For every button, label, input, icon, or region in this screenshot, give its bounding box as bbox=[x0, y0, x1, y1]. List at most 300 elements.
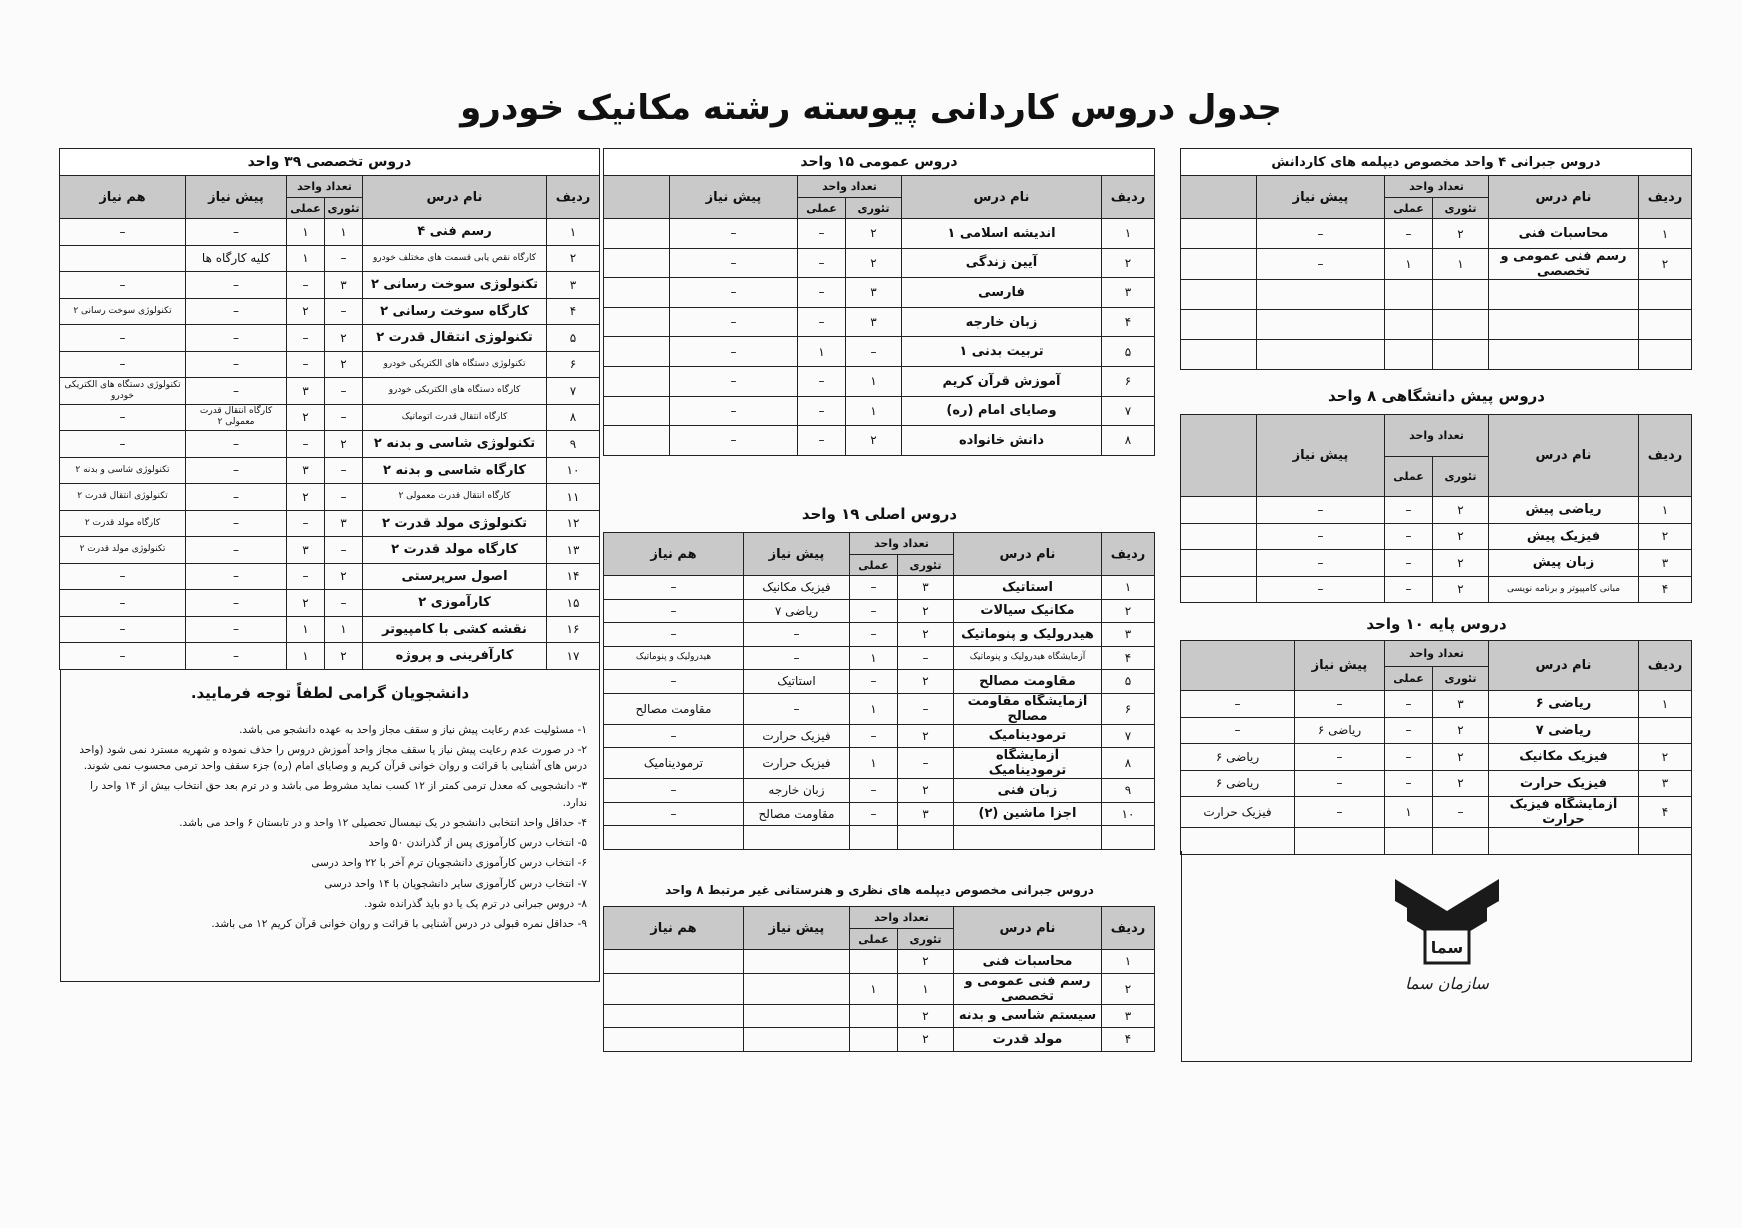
cell-prereq: – bbox=[186, 351, 287, 378]
cell-practical: – bbox=[798, 219, 846, 249]
empty-cell bbox=[1181, 340, 1257, 370]
course-name: ریاضی ۷ bbox=[1489, 717, 1639, 744]
row-number: ۱ bbox=[1639, 219, 1692, 249]
header-course: نام درس bbox=[954, 533, 1102, 576]
cell-prereq: – bbox=[1294, 770, 1384, 797]
header-theory: تئوری bbox=[325, 198, 363, 219]
header-course: نام درس bbox=[1489, 415, 1639, 497]
table-row bbox=[59, 643, 599, 670]
note-item: ۸- دروس جبرانی در ترم یک یا دو باید گذرانده شود. bbox=[364, 897, 587, 910]
cell-practical: – bbox=[849, 779, 897, 803]
cell-prereq: – bbox=[670, 366, 798, 396]
cell-theory: ۳ bbox=[846, 278, 902, 308]
comp-kardanesh-section bbox=[1181, 148, 1692, 370]
empty-cell bbox=[1433, 280, 1489, 310]
cell-_blank bbox=[1180, 550, 1256, 577]
cell-theory: ۲ bbox=[898, 724, 954, 748]
table-row bbox=[59, 219, 599, 246]
cell-prereq: – bbox=[186, 484, 287, 511]
cell-practical: – bbox=[1384, 770, 1432, 797]
cell-_blank bbox=[1181, 219, 1257, 249]
cell-practical: – bbox=[1385, 219, 1433, 249]
header-row-no: ردیف bbox=[1639, 176, 1692, 219]
cell-coreq bbox=[59, 245, 185, 272]
cell-theory: ۲ bbox=[325, 325, 363, 352]
row-number: ۱ bbox=[1639, 497, 1692, 524]
empty-cell bbox=[1181, 280, 1257, 310]
cell-prereq: زبان خارجه bbox=[743, 779, 849, 803]
cell-prereq: فیزیک حرارت bbox=[743, 724, 849, 748]
cell-prereq bbox=[743, 1028, 849, 1052]
table-row bbox=[603, 426, 1154, 456]
cell-theory: ۲ bbox=[325, 563, 363, 590]
cell-prereq: – bbox=[1257, 219, 1385, 249]
cell-practical: – bbox=[287, 272, 325, 299]
row-number: ۱ bbox=[1639, 691, 1692, 718]
cell-coreq: – bbox=[59, 272, 185, 299]
cell-prereq: – bbox=[743, 623, 849, 647]
cell-prereq: استاتیک bbox=[743, 670, 849, 694]
cell-coreq: مقاومت مصالح bbox=[603, 693, 743, 724]
course-name: استاتیک bbox=[954, 576, 1102, 600]
cell-prereq: – bbox=[1257, 249, 1385, 280]
cell-coreq: کارگاه مولد قدرت ۲ bbox=[59, 510, 185, 537]
table-row bbox=[59, 563, 599, 590]
table-row bbox=[603, 693, 1154, 724]
course-name: اجزا ماشین (۲) bbox=[954, 802, 1102, 826]
basic-title: دروس پایه ۱۰ واحد bbox=[1366, 615, 1507, 633]
header-blank bbox=[603, 176, 669, 219]
course-name: ترمودینامیک bbox=[954, 724, 1102, 748]
cell-theory: – bbox=[325, 298, 363, 325]
header-course: نام درس bbox=[1489, 641, 1639, 691]
empty-cell bbox=[603, 826, 743, 850]
core-section bbox=[604, 502, 1155, 850]
table-row bbox=[1181, 249, 1692, 280]
cell-theory: ۲ bbox=[898, 599, 954, 623]
cell-prereq: – bbox=[1294, 744, 1384, 771]
cell-coreq: – bbox=[603, 724, 743, 748]
row-number: ۱۰ bbox=[547, 457, 600, 484]
cell-practical: ۱ bbox=[287, 219, 325, 246]
empty-row bbox=[603, 826, 1154, 850]
general-section bbox=[604, 148, 1155, 456]
course-name: کارآموزی ۲ bbox=[363, 590, 547, 617]
cell-coreq: – bbox=[59, 325, 185, 352]
header-practical: عملی bbox=[1384, 457, 1432, 497]
cell-theory: ۳ bbox=[846, 307, 902, 337]
empty-cell bbox=[954, 826, 1102, 850]
pre-university-section bbox=[1181, 384, 1692, 603]
table-row bbox=[59, 351, 599, 378]
empty-row bbox=[1181, 340, 1692, 370]
row-number: ۱ bbox=[1102, 219, 1155, 249]
cell-practical: – bbox=[1384, 550, 1432, 577]
table-row bbox=[603, 1004, 1154, 1028]
basic-table bbox=[1180, 640, 1692, 855]
row-number: ۴ bbox=[1102, 1028, 1155, 1052]
course-name: مولد قدرت bbox=[954, 1028, 1102, 1052]
cell-theory: – bbox=[325, 378, 363, 405]
cell-practical bbox=[849, 1028, 897, 1052]
cell-prereq: – bbox=[1256, 497, 1384, 524]
row-number: ۴ bbox=[547, 298, 600, 325]
header-units: تعداد واحد bbox=[1384, 641, 1488, 667]
cell-theory: ۳ bbox=[898, 802, 954, 826]
cell-prereq: – bbox=[186, 219, 287, 246]
cell-theory: – bbox=[1433, 797, 1489, 828]
cell-practical: ۱ bbox=[287, 643, 325, 670]
cell-prereq: ریاضی ۷ bbox=[743, 599, 849, 623]
cell-coreq: – bbox=[603, 779, 743, 803]
course-name: زبان خارجه bbox=[902, 307, 1102, 337]
header-course: نام درس bbox=[363, 176, 547, 219]
header-theory: تئوری bbox=[898, 555, 954, 576]
table-row bbox=[603, 646, 1154, 670]
course-name: تکنولوژی سوخت رسانی ۲ bbox=[363, 272, 547, 299]
cell-_blank bbox=[1180, 576, 1256, 603]
cell-theory: – bbox=[325, 245, 363, 272]
cell-practical: – bbox=[798, 426, 846, 456]
empty-cell bbox=[1257, 310, 1385, 340]
table-row bbox=[603, 973, 1154, 1004]
cell-_blank bbox=[603, 307, 669, 337]
row-number: ۶ bbox=[547, 351, 600, 378]
row-number: ۸ bbox=[1102, 748, 1155, 779]
cell-practical: – bbox=[849, 576, 897, 600]
cell-practical: – bbox=[1384, 497, 1432, 524]
empty-cell bbox=[1489, 340, 1639, 370]
cell-theory: ۲ bbox=[1433, 744, 1489, 771]
cell-theory: ۲ bbox=[325, 351, 363, 378]
row-number: ۴ bbox=[1102, 646, 1155, 670]
cell-_blank bbox=[1181, 249, 1257, 280]
cell-prereq: ریاضی ۶ bbox=[1294, 717, 1384, 744]
cell-coreq: – bbox=[59, 404, 185, 431]
cell-theory: ۲ bbox=[1433, 770, 1489, 797]
cell-prereq: – bbox=[670, 219, 798, 249]
row-number: ۱۳ bbox=[547, 537, 600, 564]
cell-coreq: تکنولوژی انتقال قدرت ۲ bbox=[59, 484, 185, 511]
cell-practical: – bbox=[798, 396, 846, 426]
comp-kardanesh-title: دروس جبرانی ۴ واحد مخصوص دیپلمه های کاردانش bbox=[1181, 149, 1692, 176]
cell-practical: ۱ bbox=[849, 693, 897, 724]
empty-cell bbox=[1433, 340, 1489, 370]
header-practical: عملی bbox=[1385, 198, 1433, 219]
cell-theory: – bbox=[325, 484, 363, 511]
course-name: تکنولوژی دستگاه های الکتریکی خودرو bbox=[363, 351, 547, 378]
cell-practical: – bbox=[849, 802, 897, 826]
cell-practical: – bbox=[849, 724, 897, 748]
empty-cell bbox=[1639, 280, 1692, 310]
cell-coreq: تکنولوژی دستگاه های الکتریکی خودرو bbox=[59, 378, 185, 405]
cell-coreq: – bbox=[59, 616, 185, 643]
empty-cell bbox=[743, 826, 849, 850]
header-units: تعداد واحد bbox=[1384, 415, 1488, 457]
empty-cell bbox=[1433, 310, 1489, 340]
cell-coreq: – bbox=[59, 431, 185, 458]
cell-coreq: – bbox=[603, 802, 743, 826]
core-title: دروس اصلی ۱۹ واحد bbox=[801, 505, 958, 523]
header-prereq: پیش نیاز bbox=[186, 176, 287, 219]
cell-theory: ۱ bbox=[898, 973, 954, 1004]
table-row bbox=[59, 484, 599, 511]
cell-coreq: هیدرولیک و پنوماتیک bbox=[603, 646, 743, 670]
row-number: ۹ bbox=[547, 431, 600, 458]
cell-theory: – bbox=[325, 537, 363, 564]
note-item: ۷- انتخاب درس کارآموزی سایر دانشجویان با ۱۴ واحد درسی bbox=[324, 877, 587, 890]
header-row-no: ردیف bbox=[1102, 907, 1155, 950]
header-prereq: پیش نیاز bbox=[1257, 176, 1385, 219]
note-item: ۹- حداقل نمره قبولی در درس آشنایی با قرائت و روان خوانی قرآن کریم ۱۲ می باشد. bbox=[211, 918, 587, 931]
row-number: ۲ bbox=[547, 245, 600, 272]
table-row bbox=[603, 278, 1154, 308]
empty-row bbox=[1181, 310, 1692, 340]
cell-practical: ۳ bbox=[287, 457, 325, 484]
cell-practical: – bbox=[287, 431, 325, 458]
logo-mark: سما bbox=[1430, 938, 1464, 957]
cell-practical: – bbox=[798, 307, 846, 337]
cell-coreq: – bbox=[59, 563, 185, 590]
page-title: جدول دروس کاردانی پیوسته رشته مکانیک خودرو bbox=[460, 88, 1282, 128]
cell-_blank bbox=[603, 248, 669, 278]
course-name: تکنولوژی انتقال قدرت ۲ bbox=[363, 325, 547, 352]
table-row bbox=[59, 325, 599, 352]
table-row bbox=[59, 431, 599, 458]
cell-theory: – bbox=[846, 337, 902, 367]
cell-coreq: – bbox=[1180, 717, 1294, 744]
cell-theory: ۲ bbox=[898, 670, 954, 694]
course-name: آموزش قرآن کریم bbox=[902, 366, 1102, 396]
row-number: ۷ bbox=[1102, 724, 1155, 748]
cell-practical: ۱ bbox=[849, 748, 897, 779]
header-units: تعداد واحد bbox=[287, 176, 363, 198]
empty-cell bbox=[898, 826, 954, 850]
table-row bbox=[59, 590, 599, 617]
empty-cell bbox=[1181, 310, 1257, 340]
cell-prereq: – bbox=[743, 646, 849, 670]
course-name: آزمایشگاه مقاومت مصالح bbox=[954, 693, 1102, 724]
header-row-no: ردیف bbox=[547, 176, 600, 219]
course-name: رسم فنی ۴ bbox=[363, 219, 547, 246]
table-row bbox=[603, 779, 1154, 803]
cell-practical: – bbox=[1384, 523, 1432, 550]
row-number: ۷ bbox=[547, 378, 600, 405]
cell-practical: ۱ bbox=[287, 245, 325, 272]
row-number: ۴ bbox=[1639, 797, 1692, 828]
row-number: ۲ bbox=[1102, 973, 1155, 1004]
empty-cell bbox=[1102, 826, 1155, 850]
general-table bbox=[603, 148, 1155, 456]
cell-practical: – bbox=[849, 670, 897, 694]
header-theory: تئوری bbox=[1433, 457, 1489, 497]
basic-section bbox=[1181, 612, 1692, 855]
cell-prereq: – bbox=[743, 693, 849, 724]
cell-theory: ۲ bbox=[1433, 219, 1489, 249]
course-name: تکنولوژی شاسی و بدنه ۲ bbox=[363, 431, 547, 458]
cell-theory: ۲ bbox=[898, 779, 954, 803]
cell-practical: – bbox=[1384, 691, 1432, 718]
cell-theory: ۲ bbox=[846, 426, 902, 456]
cell-coreq: – bbox=[603, 599, 743, 623]
row-number: ۲ bbox=[1102, 599, 1155, 623]
cell-_blank bbox=[1180, 523, 1256, 550]
cell-prereq: کارگاه انتقال قدرت معمولی ۲ bbox=[186, 404, 287, 431]
row-number: ۲ bbox=[1102, 248, 1155, 278]
header-units: تعداد واحد bbox=[849, 907, 953, 929]
cell-coreq: تکنولوژی سوخت رسانی ۲ bbox=[59, 298, 185, 325]
header-theory: تئوری bbox=[898, 929, 954, 950]
header-coreq: هم نیاز bbox=[603, 907, 743, 950]
cell-theory: ۲ bbox=[898, 1028, 954, 1052]
header-prereq: پیش نیاز bbox=[743, 907, 849, 950]
empty-cell bbox=[849, 826, 897, 850]
cell-theory: ۲ bbox=[325, 431, 363, 458]
cell-prereq: – bbox=[186, 510, 287, 537]
cell-coreq: تکنولوژی مولد قدرت ۲ bbox=[59, 537, 185, 564]
cell-theory: ۲ bbox=[898, 950, 954, 974]
course-name: ریاضی ۶ bbox=[1489, 691, 1639, 718]
table-row bbox=[1180, 717, 1691, 744]
cell-theory: ۳ bbox=[325, 510, 363, 537]
table-row bbox=[603, 748, 1154, 779]
table-row bbox=[59, 298, 599, 325]
table-row bbox=[603, 670, 1154, 694]
cell-practical: ۲ bbox=[287, 484, 325, 511]
course-name: آیین زندگی bbox=[902, 248, 1102, 278]
course-name: هیدرولیک و پنوماتیک bbox=[954, 623, 1102, 647]
cell-prereq: کلیه کارگاه ها bbox=[186, 245, 287, 272]
header-units: تعداد واحد bbox=[1385, 176, 1489, 198]
cell-prereq: – bbox=[670, 396, 798, 426]
cell-theory: ۱ bbox=[325, 219, 363, 246]
notes-box bbox=[60, 670, 600, 982]
table-row bbox=[1180, 744, 1691, 771]
notes-title: دانشجویان گرامی لطفاً توجه فرمایید. bbox=[190, 683, 470, 702]
cell-_blank bbox=[1180, 497, 1256, 524]
cell-coreq: – bbox=[59, 590, 185, 617]
cell-theory: ۱ bbox=[846, 396, 902, 426]
specialized-title: دروس تخصصی ۳۹ واحد bbox=[59, 149, 599, 176]
header-blank bbox=[1181, 176, 1257, 219]
table-row bbox=[603, 366, 1154, 396]
row-number: ۳ bbox=[1102, 278, 1155, 308]
cell-prereq: – bbox=[1294, 691, 1384, 718]
cell-prereq: – bbox=[186, 325, 287, 352]
core-table bbox=[603, 532, 1155, 850]
university-logo bbox=[1387, 871, 1507, 1001]
header-course: نام درس bbox=[902, 176, 1102, 219]
table-row bbox=[603, 599, 1154, 623]
course-name: مکانیک سیالات bbox=[954, 599, 1102, 623]
cell-coreq bbox=[603, 1028, 743, 1052]
cell-prereq: – bbox=[1256, 550, 1384, 577]
cell-theory: ۳ bbox=[898, 576, 954, 600]
cell-prereq: – bbox=[186, 378, 287, 405]
cell-theory: ۲ bbox=[846, 219, 902, 249]
table-row bbox=[1180, 497, 1691, 524]
pre-university-title: دروس پیش دانشگاهی ۸ واحد bbox=[1328, 387, 1545, 405]
table-row bbox=[59, 457, 599, 484]
table-row bbox=[59, 272, 599, 299]
cell-practical: – bbox=[798, 366, 846, 396]
header-prereq: پیش نیاز bbox=[670, 176, 798, 219]
row-number: ۴ bbox=[1102, 307, 1155, 337]
cell-prereq bbox=[743, 950, 849, 974]
course-name: کارگاه انتقال قدرت معمولی ۲ bbox=[363, 484, 547, 511]
cell-prereq: – bbox=[670, 337, 798, 367]
cell-prereq: فیزیک مکانیک bbox=[743, 576, 849, 600]
cell-prereq: – bbox=[186, 643, 287, 670]
cell-theory: – bbox=[325, 457, 363, 484]
row-number: ۸ bbox=[1102, 426, 1155, 456]
cell-prereq: – bbox=[670, 307, 798, 337]
course-name: محاسبات فنی bbox=[1489, 219, 1639, 249]
cell-theory: – bbox=[898, 693, 954, 724]
course-name: فیزیک پیش bbox=[1489, 523, 1639, 550]
table-row bbox=[59, 245, 599, 272]
cell-theory: ۲ bbox=[325, 643, 363, 670]
course-name: زبان پیش bbox=[1489, 550, 1639, 577]
cell-theory: ۲ bbox=[1433, 550, 1489, 577]
course-name: دانش خانواده bbox=[902, 426, 1102, 456]
cell-prereq: – bbox=[670, 278, 798, 308]
row-number: ۱۱ bbox=[547, 484, 600, 511]
header-coreq: هم نیاز bbox=[59, 176, 185, 219]
cell-practical: – bbox=[849, 599, 897, 623]
row-number: ۵ bbox=[1102, 337, 1155, 367]
header-prereq: پیش نیاز bbox=[1294, 641, 1384, 691]
cell-practical: ۲ bbox=[287, 298, 325, 325]
header-prereq: پیش نیاز bbox=[1256, 415, 1384, 497]
course-name: کارگاه نقص یابی قسمت های مختلف خودرو bbox=[363, 245, 547, 272]
header-theory: تئوری bbox=[1433, 198, 1489, 219]
empty-cell bbox=[1639, 340, 1692, 370]
row-number: ۱ bbox=[1102, 950, 1155, 974]
cell-theory: ۲ bbox=[1433, 497, 1489, 524]
cell-coreq: – bbox=[59, 643, 185, 670]
row-number: ۲ bbox=[1639, 744, 1692, 771]
empty-cell bbox=[1385, 280, 1433, 310]
course-name: کارگاه انتقال قدرت اتوماتیک bbox=[363, 404, 547, 431]
cell-theory: – bbox=[325, 404, 363, 431]
course-name: محاسبات فنی bbox=[954, 950, 1102, 974]
course-name: سیستم شاسی و بدنه bbox=[954, 1004, 1102, 1028]
cell-theory: ۳ bbox=[1433, 691, 1489, 718]
cell-coreq: – bbox=[59, 351, 185, 378]
cell-prereq: – bbox=[186, 537, 287, 564]
cell-prereq: – bbox=[1256, 576, 1384, 603]
table-row bbox=[603, 219, 1154, 249]
header-practical: عملی bbox=[287, 198, 325, 219]
table-row bbox=[59, 378, 599, 405]
course-name: مقاومت مصالح bbox=[954, 670, 1102, 694]
course-name: زبان فنی bbox=[954, 779, 1102, 803]
cell-coreq: ریاضی ۶ bbox=[1180, 770, 1294, 797]
table-row bbox=[1180, 550, 1691, 577]
row-number: ۳ bbox=[547, 272, 600, 299]
course-name: کارگاه شاسی و بدنه ۲ bbox=[363, 457, 547, 484]
empty-cell bbox=[1257, 340, 1385, 370]
specialized-table bbox=[59, 148, 600, 670]
cell-practical: ۲ bbox=[287, 590, 325, 617]
cell-theory: ۲ bbox=[1433, 576, 1489, 603]
cell-_blank bbox=[603, 278, 669, 308]
comp-diploma-table bbox=[603, 906, 1155, 1052]
course-name: کارگاه دستگاه های الکتریکی خودرو bbox=[363, 378, 547, 405]
course-name: اندیشه اسلامی ۱ bbox=[902, 219, 1102, 249]
table-row bbox=[603, 950, 1154, 974]
